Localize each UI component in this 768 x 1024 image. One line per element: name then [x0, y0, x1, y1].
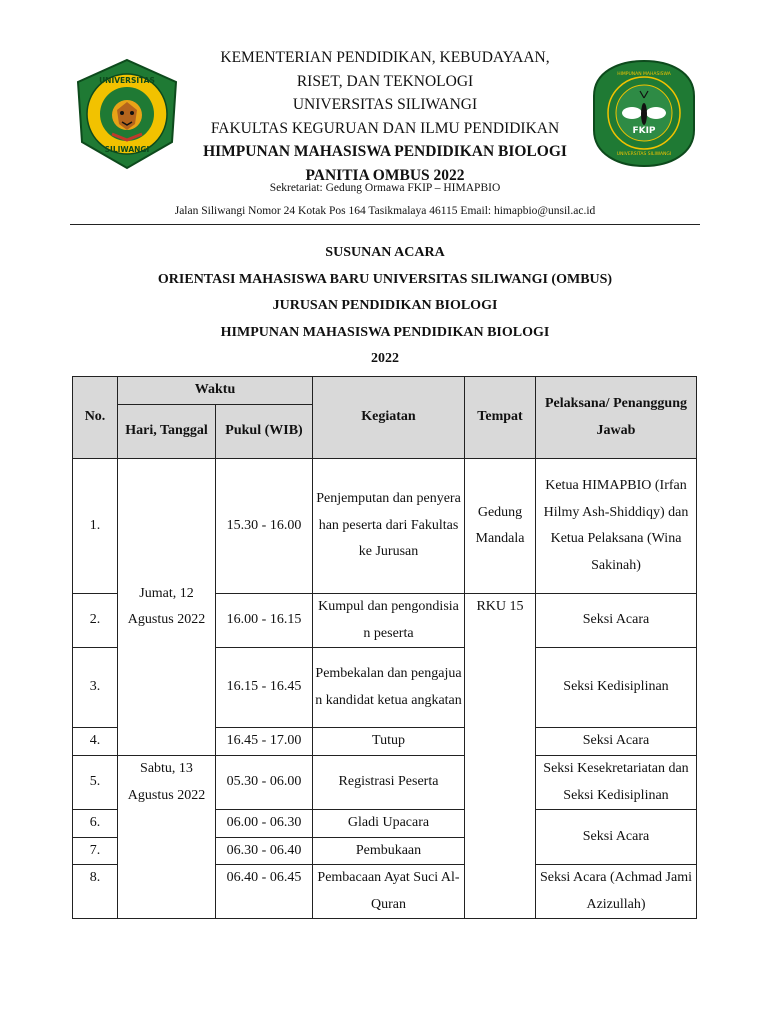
- row-number: 6.: [73, 810, 118, 838]
- header-pelaksana: Pelaksana/ Penanggung Jawab: [536, 377, 697, 459]
- day-friday: Jumat, 12 Agustus 2022: [118, 459, 216, 756]
- address-line: Jalan Siliwangi Nomor 24 Kotak Pos 164 Tasikmalaya 46115 Email: himapbio@unsil.ac.id: [174, 205, 596, 217]
- header-waktu: Waktu: [118, 377, 313, 405]
- row-activity: Tutup: [313, 728, 465, 756]
- svg-text:UNIVERSITAS SILIWANGI: UNIVERSITAS SILIWANGI: [616, 152, 672, 157]
- title-ombus: ORIENTASI MAHASISWA BARU UNIVERSITAS SILIWANGI (OMBUS): [157, 271, 613, 287]
- title-year: 2022: [371, 351, 399, 366]
- header-divider: [70, 224, 700, 225]
- row-place: Gedung Mandala: [465, 459, 536, 594]
- row-number: 2.: [73, 594, 118, 648]
- row-activity: Penjemputan dan penyerahan peserta dari Fakultas ke Jurusan: [313, 459, 465, 594]
- letterhead: [0, 0, 768, 230]
- row-number: 1.: [73, 459, 118, 594]
- header-tempat: Tempat: [465, 377, 536, 459]
- table-row: [73, 756, 697, 810]
- row-person-in-charge: Seksi Acara: [536, 728, 697, 756]
- faculty-name: FAKULTAS KEGURUAN DAN ILMU PENDIDIKAN: [210, 119, 560, 137]
- svg-text:SILIWANGI: SILIWANGI: [104, 145, 150, 154]
- row-time: 16.00 - 16.15: [216, 594, 313, 648]
- row-time: 06.30 - 06.40: [216, 837, 313, 865]
- row-time: 16.45 - 17.00: [216, 728, 313, 756]
- title-susunan-acara: SUSUNAN ACARA: [325, 245, 445, 260]
- ministry-line-1: KEMENTERIAN PENDIDIKAN, KEBUDAYAAN,: [220, 49, 550, 66]
- table-row: [73, 459, 697, 594]
- document-titles: [72, 240, 698, 373]
- schedule-table: [72, 376, 697, 919]
- universitas-siliwangi-logo: [72, 58, 182, 170]
- row-number: 5.: [73, 756, 118, 810]
- title-himpunan: HIMPUNAN MAHASISWA PENDIDIKAN BIOLOGI: [220, 324, 550, 340]
- row-number: 4.: [73, 728, 118, 756]
- svg-text:FKIP: FKIP: [632, 126, 656, 136]
- row-number: 3.: [73, 648, 118, 728]
- secretariat-line: Sekretariat: Gedung Ormawa FKIP – HIMAPBIO: [269, 182, 501, 194]
- row-person-in-charge: Seksi Kesekretariatan dan Seksi Kedisiplinan: [536, 756, 697, 810]
- row-time: 05.30 - 06.00: [216, 756, 313, 810]
- association-name: HIMPUNAN MAHASISWA PENDIDIKAN BIOLOGI: [203, 143, 567, 160]
- row-time: 06.00 - 06.30: [216, 810, 313, 838]
- row-person-in-charge: Seksi Acara: [536, 594, 697, 648]
- row-activity: Kumpul dan pengondisian peserta: [313, 594, 465, 648]
- row-number: 7.: [73, 837, 118, 865]
- row-activity: Registrasi Peserta: [313, 756, 465, 810]
- row-place: RKU 15: [465, 594, 536, 919]
- ministry-line-2: RISET, DAN TEKNOLOGI: [296, 72, 474, 90]
- university-name: UNIVERSITAS SILIWANGI: [292, 96, 478, 113]
- day-saturday: Sabtu, 13 Agustus 2022: [118, 756, 216, 919]
- row-person-in-charge: Seksi Acara (Achmad Jami Azizullah): [536, 865, 697, 919]
- row-time: 15.30 - 16.00: [216, 459, 313, 594]
- row-time: 16.15 - 16.45: [216, 648, 313, 728]
- header-hari-tanggal: Hari, Tanggal: [118, 405, 216, 459]
- institution-header: [190, 46, 580, 187]
- himapbio-logo: [590, 58, 698, 170]
- header-pukul: Pukul (WIB): [216, 405, 313, 459]
- row-activity: Pembacaan Ayat Suci Al-Quran: [313, 865, 465, 919]
- committee-name: PANITIA OMBUS 2022: [305, 166, 465, 184]
- row-number: 8.: [73, 865, 118, 919]
- row-time: 06.40 - 06.45: [216, 865, 313, 919]
- row-activity: Gladi Upacara: [313, 810, 465, 838]
- row-activity: Pembukaan: [313, 837, 465, 865]
- header-no: No.: [73, 377, 118, 459]
- row-person-in-charge: Seksi Acara: [536, 810, 697, 865]
- row-activity: Pembekalan dan pengajuan kandidat ketua angkatan: [313, 648, 465, 728]
- title-jurusan: JURUSAN PENDIDIKAN BIOLOGI: [272, 298, 498, 313]
- svg-text:UNIVERSITAS: UNIVERSITAS: [99, 76, 155, 85]
- header-kegiatan: Kegiatan: [313, 377, 465, 459]
- row-person-in-charge: Ketua HIMAPBIO (Irfan Hilmy Ash-Shiddiqy) dan Ketua Pelaksana (Wina Sakinah): [536, 459, 697, 594]
- row-person-in-charge: Seksi Kedisiplinan: [536, 648, 697, 728]
- svg-text:HIMPUNAN MAHASISWA: HIMPUNAN MAHASISWA: [617, 72, 671, 77]
